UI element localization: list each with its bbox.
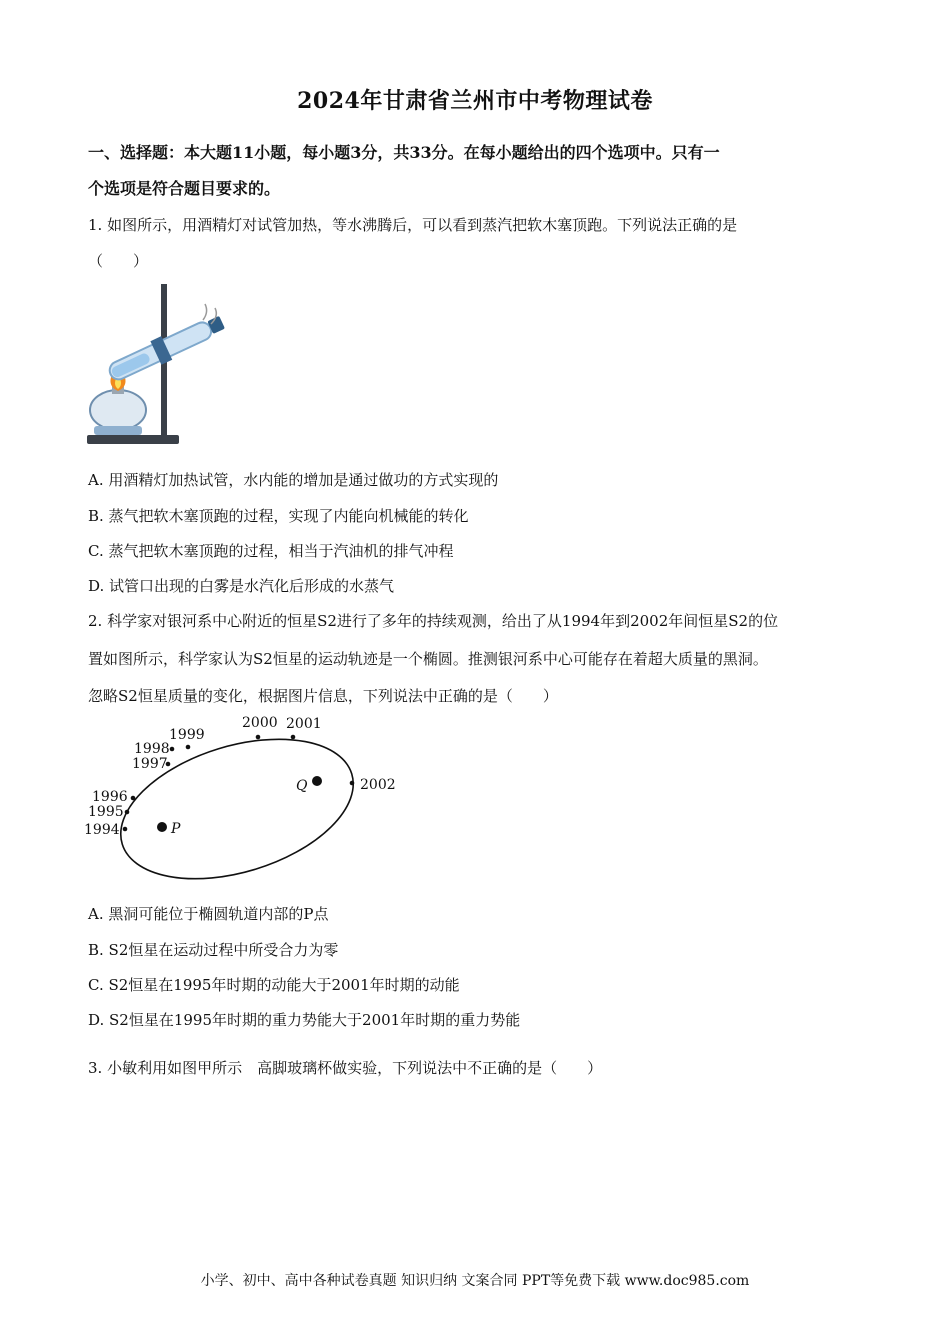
orbit-point-1999 bbox=[186, 745, 191, 750]
orbit-point-1998 bbox=[170, 747, 175, 752]
q1-alcohol-lamp-figure bbox=[85, 280, 235, 448]
steam-line bbox=[203, 304, 207, 320]
label-p: P bbox=[171, 821, 181, 837]
label-1997: 1997 bbox=[132, 756, 168, 772]
orbit-point-2000 bbox=[256, 735, 261, 740]
q2-stem-line2: 置如图所示，科学家认为S2恒星的运动轨迹是一个椭圆。推测银河系中心可能存在着超大质量的黑洞。 bbox=[88, 650, 768, 668]
orbit-point-2001 bbox=[291, 735, 296, 740]
label-q: Q bbox=[296, 778, 308, 794]
label-2001: 2001 bbox=[286, 716, 322, 732]
q2-option-c: C. S2恒星在1995年时期的动能大于2001年时期的动能 bbox=[88, 976, 460, 994]
lamp-base bbox=[94, 426, 142, 435]
orbit-point-2002 bbox=[350, 781, 355, 786]
q2-option-d: D. S2恒星在1995年时期的重力势能大于2001年时期的重力势能 bbox=[88, 1011, 521, 1029]
q2-stem-line1: 2. 科学家对银河系中心附近的恒星S2进行了多年的持续观测，给出了从1994年到2002年间恒星S2的位 bbox=[88, 612, 779, 630]
q2-orbit-figure bbox=[80, 712, 410, 892]
point-p bbox=[157, 822, 167, 832]
label-1994: 1994 bbox=[84, 822, 120, 838]
orbit-point-1995 bbox=[125, 810, 130, 815]
orbit-point-1996 bbox=[131, 796, 136, 801]
page-title: 2024年甘肃省兰州市中考物理试卷 bbox=[297, 88, 653, 114]
section-heading-line2: 个选项是符合题目要求的。 bbox=[88, 179, 281, 198]
alcohol-lamp bbox=[90, 390, 146, 430]
q2-option-b: B. S2恒星在运动过程中所受合力为零 bbox=[88, 941, 339, 959]
label-2002: 2002 bbox=[360, 777, 396, 793]
section-heading-line1: 一、选择题：本大题11小题，每小题3分，共33分。在每小题给出的四个选项中。只有一 bbox=[88, 143, 720, 162]
orbit-point-1994 bbox=[123, 827, 128, 832]
page-footer: 小学、初中、高中各种试卷真题 知识归纳 文案合同 PPT等免费下载 www.doc985.com bbox=[200, 1273, 750, 1289]
q2-stem-line3: 忽略S2恒星质量的变化，根据图片信息，下列说法中正确的是（ ） bbox=[88, 687, 558, 705]
q2-option-a: A. 黑洞可能位于椭圆轨道内部的P点 bbox=[88, 905, 329, 923]
q1-option-d: D. 试管口出现的白雾是水汽化后形成的水蒸气 bbox=[88, 577, 395, 595]
q3-stem: 3. 小敏利用如图甲所示 高脚玻璃杯做实验，下列说法中不正确的是（ ） bbox=[88, 1059, 603, 1077]
label-1999: 1999 bbox=[169, 727, 205, 743]
q1-option-b: B. 蒸气把软木塞顶跑的过程，实现了内能向机械能的转化 bbox=[88, 507, 469, 525]
q1-stem-line1: 1. 如图所示，用酒精灯对试管加热，等水沸腾后，可以看到蒸汽把软木塞顶跑。下列说法正确的是 bbox=[88, 216, 738, 234]
q1-option-a: A. 用酒精灯加热试管，水内能的增加是通过做功的方式实现的 bbox=[88, 471, 499, 489]
q1-stem-line2: （ ） bbox=[88, 252, 149, 270]
label-1995: 1995 bbox=[88, 804, 124, 820]
point-q bbox=[312, 776, 322, 786]
label-2000: 2000 bbox=[242, 715, 278, 731]
q1-option-c: C. 蒸气把软木塞顶跑的过程，相当于汽油机的排气冲程 bbox=[88, 542, 454, 560]
label-1996: 1996 bbox=[92, 789, 128, 805]
label-1998: 1998 bbox=[134, 741, 170, 757]
